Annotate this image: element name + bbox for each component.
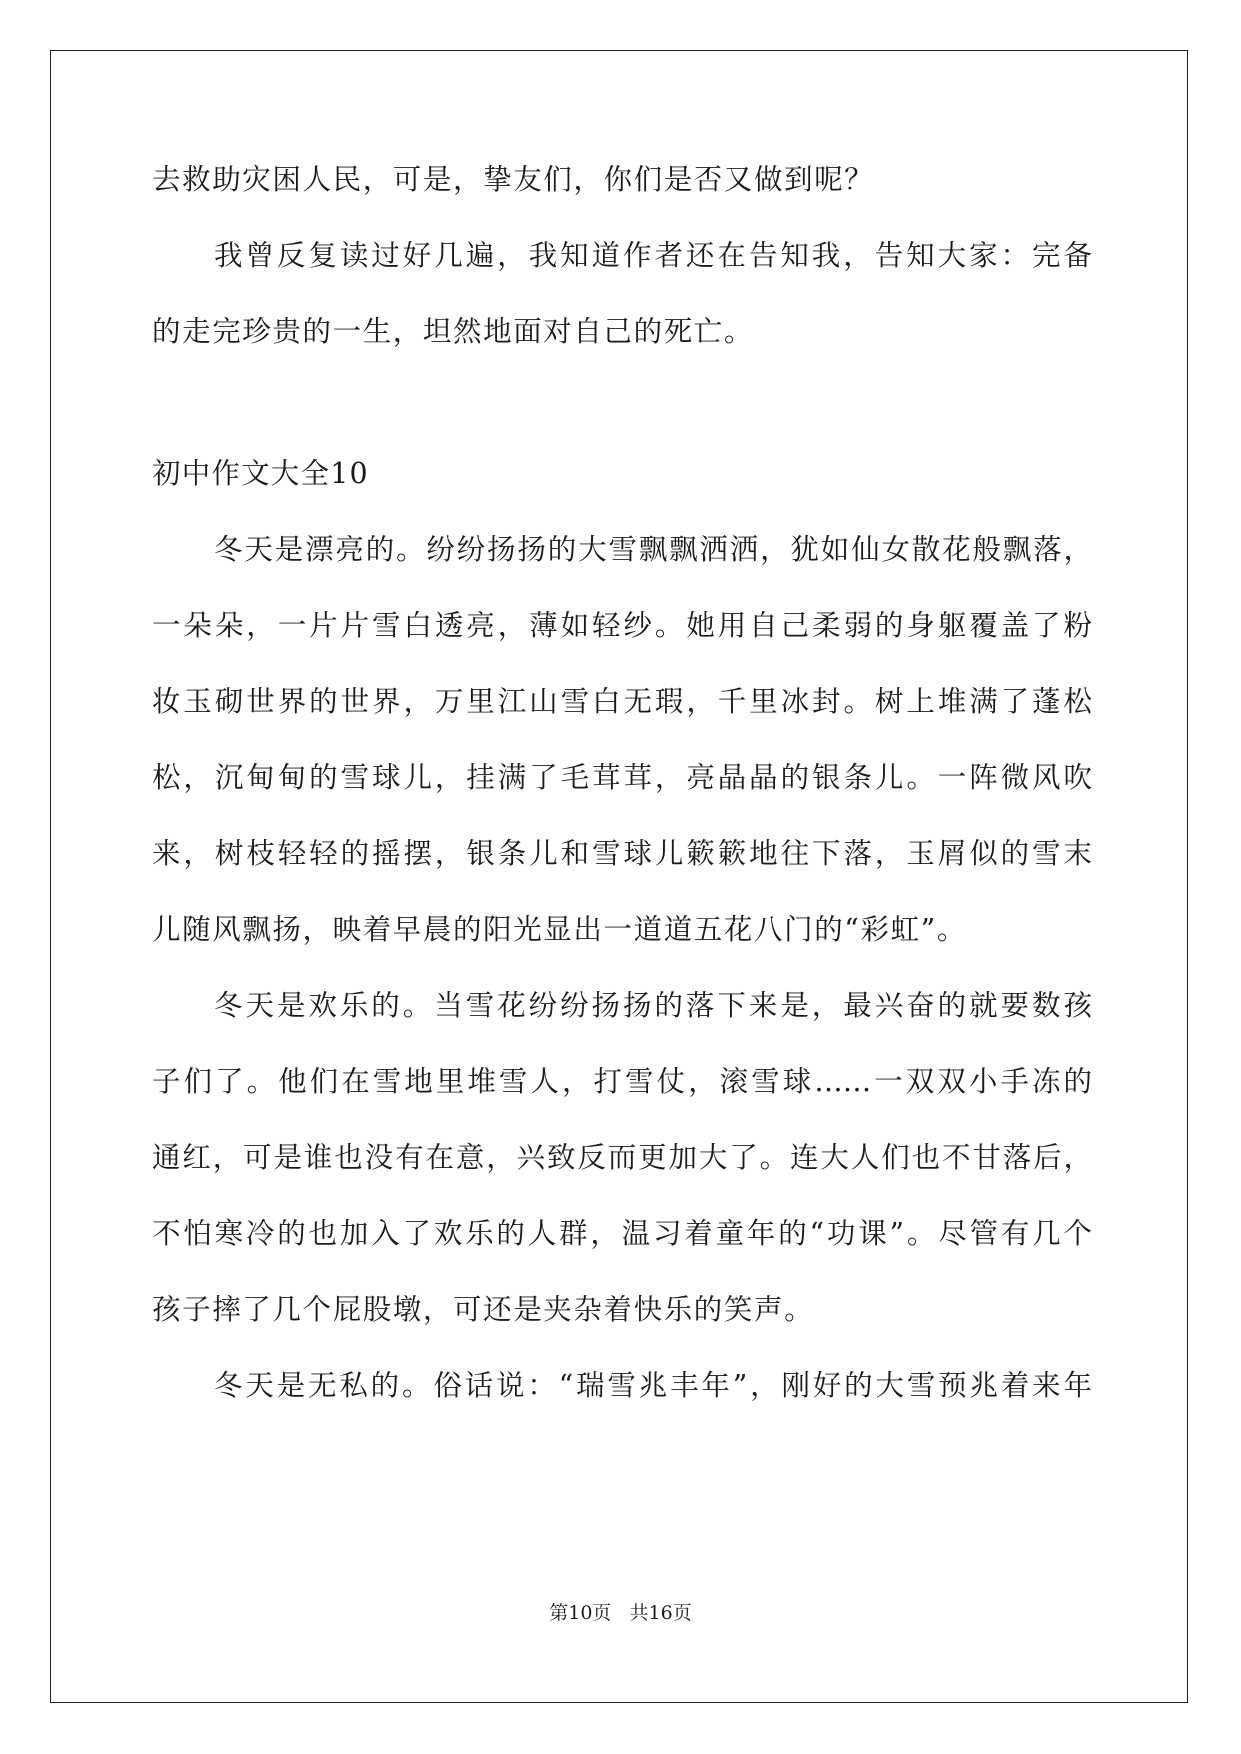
paragraph-line: 一朵朵，一片片雪白透亮，薄如轻纱。她用自己柔弱的身躯覆盖了粉 <box>152 609 1092 642</box>
page-border <box>50 50 1188 1703</box>
paragraph-line: 我曾反复读过好几遍，我知道作者还在告知我，告知大家：完备 <box>214 239 1092 272</box>
paragraph-line: 冬天是漂亮的。纷纷扬扬的大雪飘飘洒洒，犹如仙女散花般飘落， <box>214 533 1092 566</box>
paragraph-line: 子们了。他们在雪地里堆雪人，打雪仗，滚雪球……一双双小手冻的 <box>152 1065 1092 1098</box>
paragraph-line: 去救助灾困人民，可是，挚友们，你们是否又做到呢？ <box>152 163 875 196</box>
paragraph-line: 来，树枝轻轻的摇摆，银条儿和雪球儿簌簌地往下落，玉屑似的雪末 <box>152 837 1092 870</box>
paragraph-line: 妆玉砌世界的世界，万里江山雪白无瑕，千里冰封。树上堆满了蓬松 <box>152 685 1092 718</box>
paragraph-line: 儿随风飘扬，映着早晨的阳光显出一道道五花八门的“彩虹”。 <box>152 913 967 946</box>
paragraph-line: 不怕寒冷的也加入了欢乐的人群，温习着童年的“功课”。尽管有几个 <box>152 1217 1092 1250</box>
paragraph-line: 的走完珍贵的一生，坦然地面对自己的死亡。 <box>152 315 755 348</box>
paragraph-line: 松，沉甸甸的雪球儿，挂满了毛茸茸，亮晶晶的银条儿。一阵微风吹 <box>152 761 1092 794</box>
paragraph-line: 冬天是欢乐的。当雪花纷纷扬扬的落下来是，最兴奋的就要数孩 <box>214 989 1092 1022</box>
paragraph-line: 通红，可是谁也没有在意，兴致反而更加大了。连大人们也不甘落后， <box>152 1141 1092 1174</box>
page-number: 第10页 共16页 <box>549 1602 692 1624</box>
section-title: 初中作文大全10 <box>152 457 369 490</box>
paragraph-line: 冬天是无私的。俗话说：“瑞雪兆丰年”，刚好的大雪预兆着来年 <box>214 1369 1092 1402</box>
paragraph-line: 孩子摔了几个屁股墩，可还是夹杂着快乐的笑声。 <box>152 1293 815 1326</box>
